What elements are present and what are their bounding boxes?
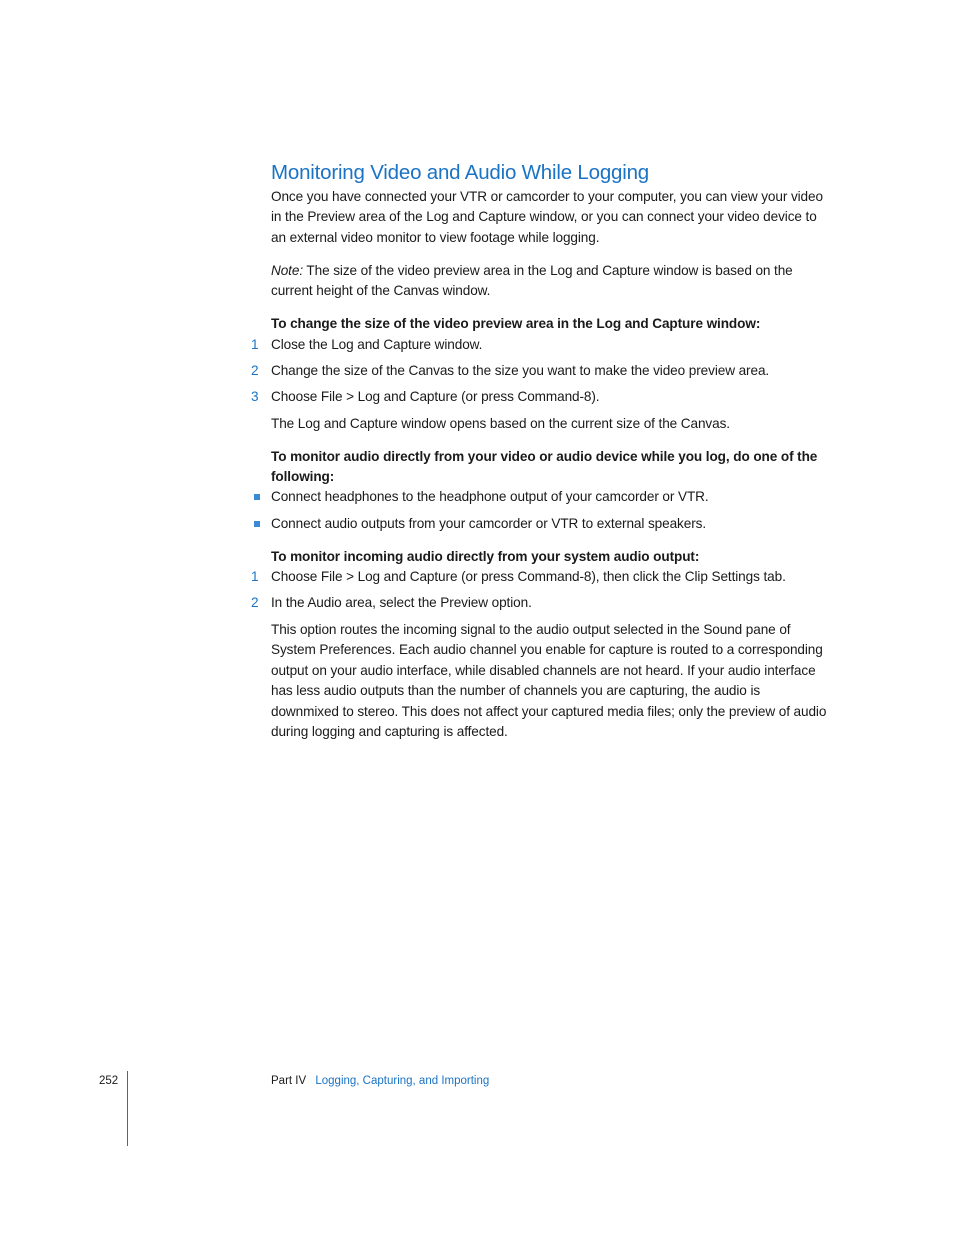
task2-heading: To monitor audio directly from your video or audio device while you log, do one of the following:	[271, 449, 818, 485]
task3-heading: To monitor incoming audio directly from your system audio output:	[271, 549, 700, 564]
footer-part-title: Logging, Capturing, and Importing	[315, 1075, 490, 1087]
bullet-square-icon	[254, 494, 260, 500]
step-number: 1	[251, 337, 259, 352]
bullet-square-icon	[254, 521, 260, 527]
task1-result: The Log and Capture window opens based on the current size of the Canvas.	[271, 416, 730, 431]
step-text: Choose File > Log and Capture (or press Command-8), then click the Clip Settings tab.	[271, 569, 786, 584]
task1-heading: To change the size of the video preview area in the Log and Capture window:	[271, 316, 761, 331]
page-number: 252	[99, 1075, 119, 1087]
footer-part	[271, 1073, 489, 1089]
footer-rule	[127, 1071, 128, 1146]
step-number: 1	[251, 569, 259, 584]
step-number: 3	[251, 389, 259, 404]
footer-part-label: Part IV	[271, 1075, 307, 1087]
note-paragraph	[271, 261, 827, 302]
step-text: Close the Log and Capture window.	[271, 337, 483, 352]
task3-explanation: This option routes the incoming signal to the audio output selected in the Sound pane of System Preferences. Each audio channel you enable for capture is routed to a corresponding output on your audio interface, while disabled channels are not heard. If your audio interface has less audio outputs than the number of channels you are capturing, the audio is downmixed to stereo. This does not affect your captured media files; only the preview of audio during logging and capturing is affected.	[271, 622, 827, 740]
note-label: Note:	[271, 263, 303, 278]
section-title: Monitoring Video and Audio While Logging	[271, 161, 649, 184]
bullet-text: Connect audio outputs from your camcorder or VTR to external speakers.	[271, 516, 707, 531]
step-number: 2	[251, 363, 259, 378]
step-text: Choose File > Log and Capture (or press Command-8).	[271, 389, 600, 404]
bullet-text: Connect headphones to the headphone output of your camcorder or VTR.	[271, 489, 709, 504]
step-text: Change the size of the Canvas to the size you want to make the video preview area.	[271, 363, 770, 378]
step-text: In the Audio area, select the Preview option.	[271, 595, 532, 610]
note-text: The size of the video preview area in the Log and Capture window is based on the current height of the Canvas window.	[271, 263, 793, 299]
intro-paragraph: Once you have connected your VTR or camcorder to your computer, you can view your video in the Preview area of the Log and Capture window, or you can connect your video device to an external video monitor to view footage while logging.	[271, 189, 823, 245]
step-number: 2	[251, 595, 259, 610]
